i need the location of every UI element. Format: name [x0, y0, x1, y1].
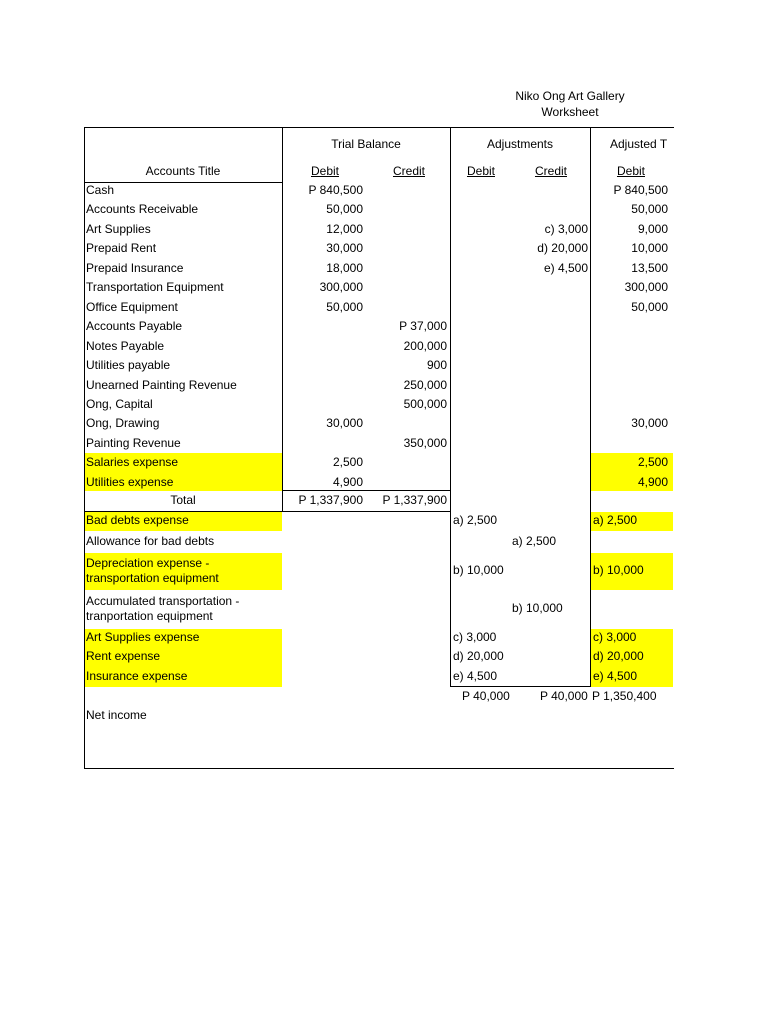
row-adj-credit: e) 4,500: [543, 261, 588, 275]
row-account-name: Transportation Equipment: [86, 280, 224, 294]
header-accounts-title: Accounts Title: [145, 164, 221, 178]
account-depreciation-line1: Depreciation expense -: [86, 556, 210, 570]
header-tb-debit: Debit: [310, 164, 339, 178]
row-account-name: Unearned Painting Revenue: [86, 378, 237, 392]
atb-total-debit: P 1,350,400: [592, 689, 657, 703]
row-atb-debit: 2,500: [637, 455, 668, 469]
atb-debit-insurance: e) 4,500: [593, 669, 638, 683]
adj-debit-art-supplies: c) 3,000: [453, 630, 497, 644]
row-tb-debit: 300,000: [319, 280, 363, 294]
row-account-name: Ong, Capital: [86, 397, 153, 411]
total-topline: [282, 490, 450, 491]
total-label: Total: [170, 493, 196, 507]
row-tb-credit: 900: [426, 358, 447, 372]
row-account-name: Cash: [86, 183, 115, 197]
row-account-name: Office Equipment: [86, 300, 178, 314]
company-name: Niko Ong Art Gallery: [515, 89, 625, 103]
row-tb-debit: 30,000: [326, 241, 363, 255]
adj-debit-insurance: e) 4,500: [453, 669, 498, 683]
row-account-name: Salaries expense: [86, 455, 179, 469]
header-tb-credit: Credit: [392, 164, 425, 178]
row-account-name: Accounts Payable: [86, 319, 183, 333]
row-atb-debit: 4,900: [637, 475, 668, 489]
row-atb-debit: 10,000: [631, 241, 668, 255]
header-trial-balance: Trial Balance: [331, 137, 401, 151]
row-tb-debit: 50,000: [326, 300, 363, 314]
header-adjusted-trial-balance: Adjusted T: [610, 137, 668, 151]
header-atb-debit: Debit: [616, 164, 645, 178]
adj-total-debit: P 40,000: [462, 689, 510, 703]
row-tb-debit: 30,000: [326, 416, 363, 430]
row-atb-debit: 50,000: [631, 300, 668, 314]
net-income-label: Net income: [86, 708, 147, 722]
row-account-name: Accounts Receivable: [86, 202, 199, 216]
divider-adj-left: [450, 127, 451, 687]
adj-debit-rent: d) 20,000: [453, 649, 504, 663]
row-atb-debit: 300,000: [624, 280, 668, 294]
row-account-name: Ong, Drawing: [86, 416, 160, 430]
row-tb-credit: 250,000: [403, 378, 447, 392]
account-accumulated-line1: Accumulated transportation -: [86, 594, 240, 608]
total-tb-debit: P 1,337,900: [298, 493, 363, 507]
adj-credit-allowance: a) 2,500: [512, 534, 557, 548]
row-atb-debit: 9,000: [637, 222, 668, 236]
row-tb-debit: 2,500: [332, 455, 363, 469]
atb-debit-rent: d) 20,000: [593, 649, 644, 663]
header-adjustments: Adjustments: [486, 137, 554, 151]
row-account-name: Notes Payable: [86, 339, 165, 353]
row-adj-credit: d) 20,000: [537, 241, 588, 255]
row-account-name: Prepaid Rent: [86, 241, 157, 255]
account-rent-expense: Rent expense: [86, 649, 161, 663]
row-tb-credit: P 37,000: [399, 319, 447, 333]
row-account-name: Utilities expense: [86, 475, 174, 489]
worksheet-title: Worksheet: [541, 105, 599, 119]
row-tb-debit: 50,000: [326, 202, 363, 216]
row-account-name: Painting Revenue: [86, 436, 181, 450]
total-tb-credit: P 1,337,900: [382, 493, 447, 507]
row-tb-credit: 500,000: [403, 397, 447, 411]
account-allowance-bad-debts: Allowance for bad debts: [86, 534, 215, 548]
account-depreciation-line2: transportation equipment: [86, 571, 219, 585]
row-adj-credit: c) 3,000: [544, 222, 588, 236]
row-tb-debit: 12,000: [326, 222, 363, 236]
atb-debit-depreciation: b) 10,000: [593, 563, 644, 577]
atb-debit-bad-debts: a) 2,500: [593, 513, 638, 527]
row-tb-debit: 18,000: [326, 261, 363, 275]
row-account-name: Prepaid Insurance: [86, 261, 184, 275]
row-atb-debit: P 840,500: [613, 183, 668, 197]
account-bad-debts-expense: Bad debts expense: [86, 513, 189, 527]
row-tb-credit: 200,000: [403, 339, 447, 353]
adj-total-credit: P 40,000: [540, 689, 588, 703]
row-tb-debit: P 840,500: [308, 183, 363, 197]
row-tb-credit: 350,000: [403, 436, 447, 450]
row-atb-debit: 13,500: [631, 261, 668, 275]
row-tb-debit: 4,900: [332, 475, 363, 489]
row-atb-debit: 30,000: [631, 416, 668, 430]
adj-credit-accumulated: b) 10,000: [512, 601, 563, 615]
atb-debit-art-supplies: c) 3,000: [593, 630, 637, 644]
adj-debit-bad-debts: a) 2,500: [453, 513, 498, 527]
row-account-name: Utilities payable: [86, 358, 171, 372]
row-account-name: Art Supplies: [86, 222, 151, 236]
adj-debit-depreciation: b) 10,000: [453, 563, 504, 577]
account-accumulated-line2: tranportation equipment: [86, 609, 213, 623]
total-bottomline: [84, 511, 450, 512]
adj-total-topline: [450, 686, 590, 687]
header-adj-credit: Credit: [534, 164, 567, 178]
account-art-supplies-expense: Art Supplies expense: [86, 630, 200, 644]
account-insurance-expense: Insurance expense: [86, 669, 188, 683]
header-adj-debit: Debit: [466, 164, 495, 178]
row-atb-debit: 50,000: [631, 202, 668, 216]
